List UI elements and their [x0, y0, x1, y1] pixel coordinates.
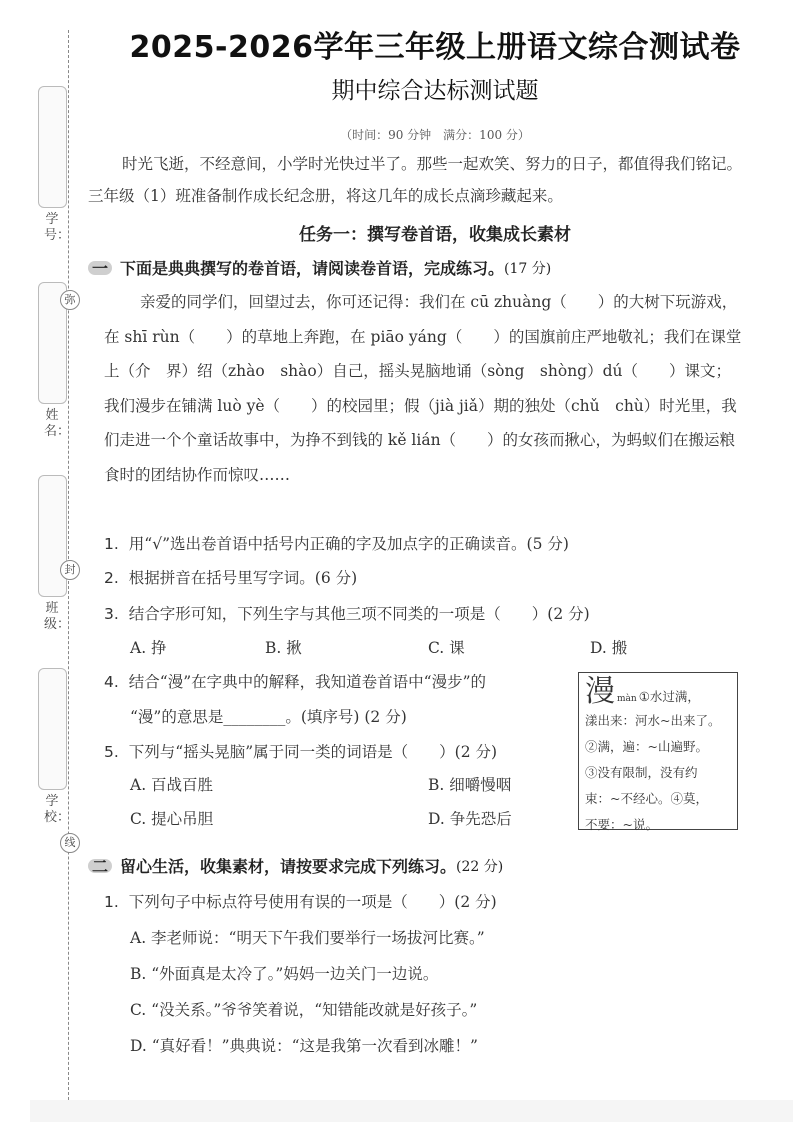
class-label: 班级：	[44, 601, 71, 632]
dictionary-line: ①水过满，	[638, 689, 700, 704]
dictionary-line: ②满，遍：~山遍野。	[585, 739, 708, 754]
q3-option-d: D. 搬	[590, 639, 628, 657]
question-2-1: 1. 下列句子中标点符号使用有误的一项是（ ）(2 分)	[104, 893, 497, 911]
question-1-5: 5. 下列与“摇头晃脑”属于同一类的词语是（ ）(2 分)	[104, 743, 498, 761]
q5-option-d: D. 争先恐后	[428, 810, 512, 828]
section-2-score: (22 分)	[456, 858, 504, 875]
dictionary-line: ③没有限制，没有约	[585, 765, 698, 780]
q2-1-option-c: C. “没关系。”爷爷笑着说，“知错能改就是好孩子。”	[130, 1001, 478, 1019]
section-1-score: (17 分)	[504, 260, 552, 277]
q5-option-b: B. 细嚼慢咽	[428, 776, 512, 794]
preface-passage: 亲爱的同学们，回望过去，你可还记得：我们在 cū zhuàng（ ）的大树下玩游戏，在 shī rùn（ ）的草地上奔跑，在 piāo yáng（ ）的国旗前庄严地敬礼；我们在课堂上（介 界）绍（zhào shào）自己，摇头晃脑地诵（sòng shòng）dú（ ）课文；我们漫步在铺满 luò yè（ ）的校园里；假（jià jiǎ）期的独处（chǔ chù）时光里，我们走进一个个童话故事中，为挣不到钱的 kě lián（ ）的女孩而揪心，为蚂蚁们在搬运粮食时的团结协作而惊叹……	[104, 293, 742, 484]
student-number-box[interactable]	[38, 86, 67, 208]
q3-option-c: C. 课	[428, 639, 465, 657]
seal-mark-xian: 线	[60, 833, 80, 853]
section-2-title: 留心生活，收集素材，请按要求完成下列练习。	[120, 857, 457, 876]
dictionary-entry-box	[578, 672, 738, 830]
school-label: 学校：	[44, 794, 71, 825]
q5-option-a: A. 百战百胜	[130, 776, 214, 794]
name-label: 姓名：	[44, 408, 71, 439]
dictionary-line: 束：~不经心。④莫，	[585, 791, 708, 806]
dictionary-line: 漾出来：河水~出来了。	[585, 713, 721, 728]
school-box[interactable]	[38, 668, 67, 790]
q5-option-c: C. 提心吊胆	[130, 810, 214, 828]
section-number-badge: 二	[88, 859, 112, 873]
time-info: （时间：90 分钟 满分：100 分）	[340, 128, 530, 142]
q2-1-option-a: A. 李老师说：“明天下午我们要举行一场拔河比赛。”	[130, 929, 485, 947]
q3-option-b: B. 揪	[265, 639, 302, 657]
question-1-3: 3. 结合字形可知，下列生字与其他三项不同类的一项是（ ）(2 分)	[104, 605, 590, 623]
dictionary-char: 漫	[585, 674, 615, 709]
section-number-badge: 一	[88, 261, 112, 275]
section-1-title: 下面是典典撰写的卷首语，请阅读卷首语，完成练习。	[120, 259, 505, 278]
student-number-label: 学号：	[44, 212, 71, 243]
q2-1-option-d: D. “真好看！”典典说：“这是我第一次看到冰雕！”	[130, 1037, 478, 1055]
class-box[interactable]	[38, 475, 67, 597]
seal-mark-mi: 弥	[60, 290, 80, 310]
section-2-heading	[88, 854, 503, 877]
scan-bottom-edge	[30, 1100, 793, 1122]
dictionary-line: 不要：~说。	[585, 817, 658, 832]
seal-mark-feng: 封	[60, 560, 80, 580]
intro-paragraph: 时光飞逝，不经意间，小学时光快过半了。那些一起欢笑、努力的日子，都值得我们铭记。三年级（1）班准备制作成长纪念册，将这几年的成长点滴珍藏起来。	[88, 155, 743, 205]
exam-subtitle: 期中综合达标测试题	[331, 78, 539, 104]
question-1-1: 1. 用“√”选出卷首语中括号内正确的字及加点字的正确读音。(5 分)	[104, 535, 569, 553]
dictionary-pinyin: màn	[617, 694, 637, 704]
question-1-4-line2: “漫”的意思是________。(填序号) (2 分)	[130, 708, 407, 726]
q3-option-a: A. 挣	[130, 639, 167, 657]
q2-1-option-b: B. “外面真是太冷了。”妈妈一边关门一边说。	[130, 965, 439, 983]
task-heading: 任务一：撰写卷首语，收集成长素材	[299, 225, 571, 245]
section-1-heading	[88, 256, 551, 279]
exam-title: 2025-2026学年三年级上册语文综合测试卷	[129, 30, 741, 65]
question-1-2: 2. 根据拼音在括号里写字词。(6 分)	[104, 569, 358, 587]
question-1-4: 4. 结合“漫”在字典中的解释，我知道卷首语中“漫步”的	[104, 673, 486, 691]
